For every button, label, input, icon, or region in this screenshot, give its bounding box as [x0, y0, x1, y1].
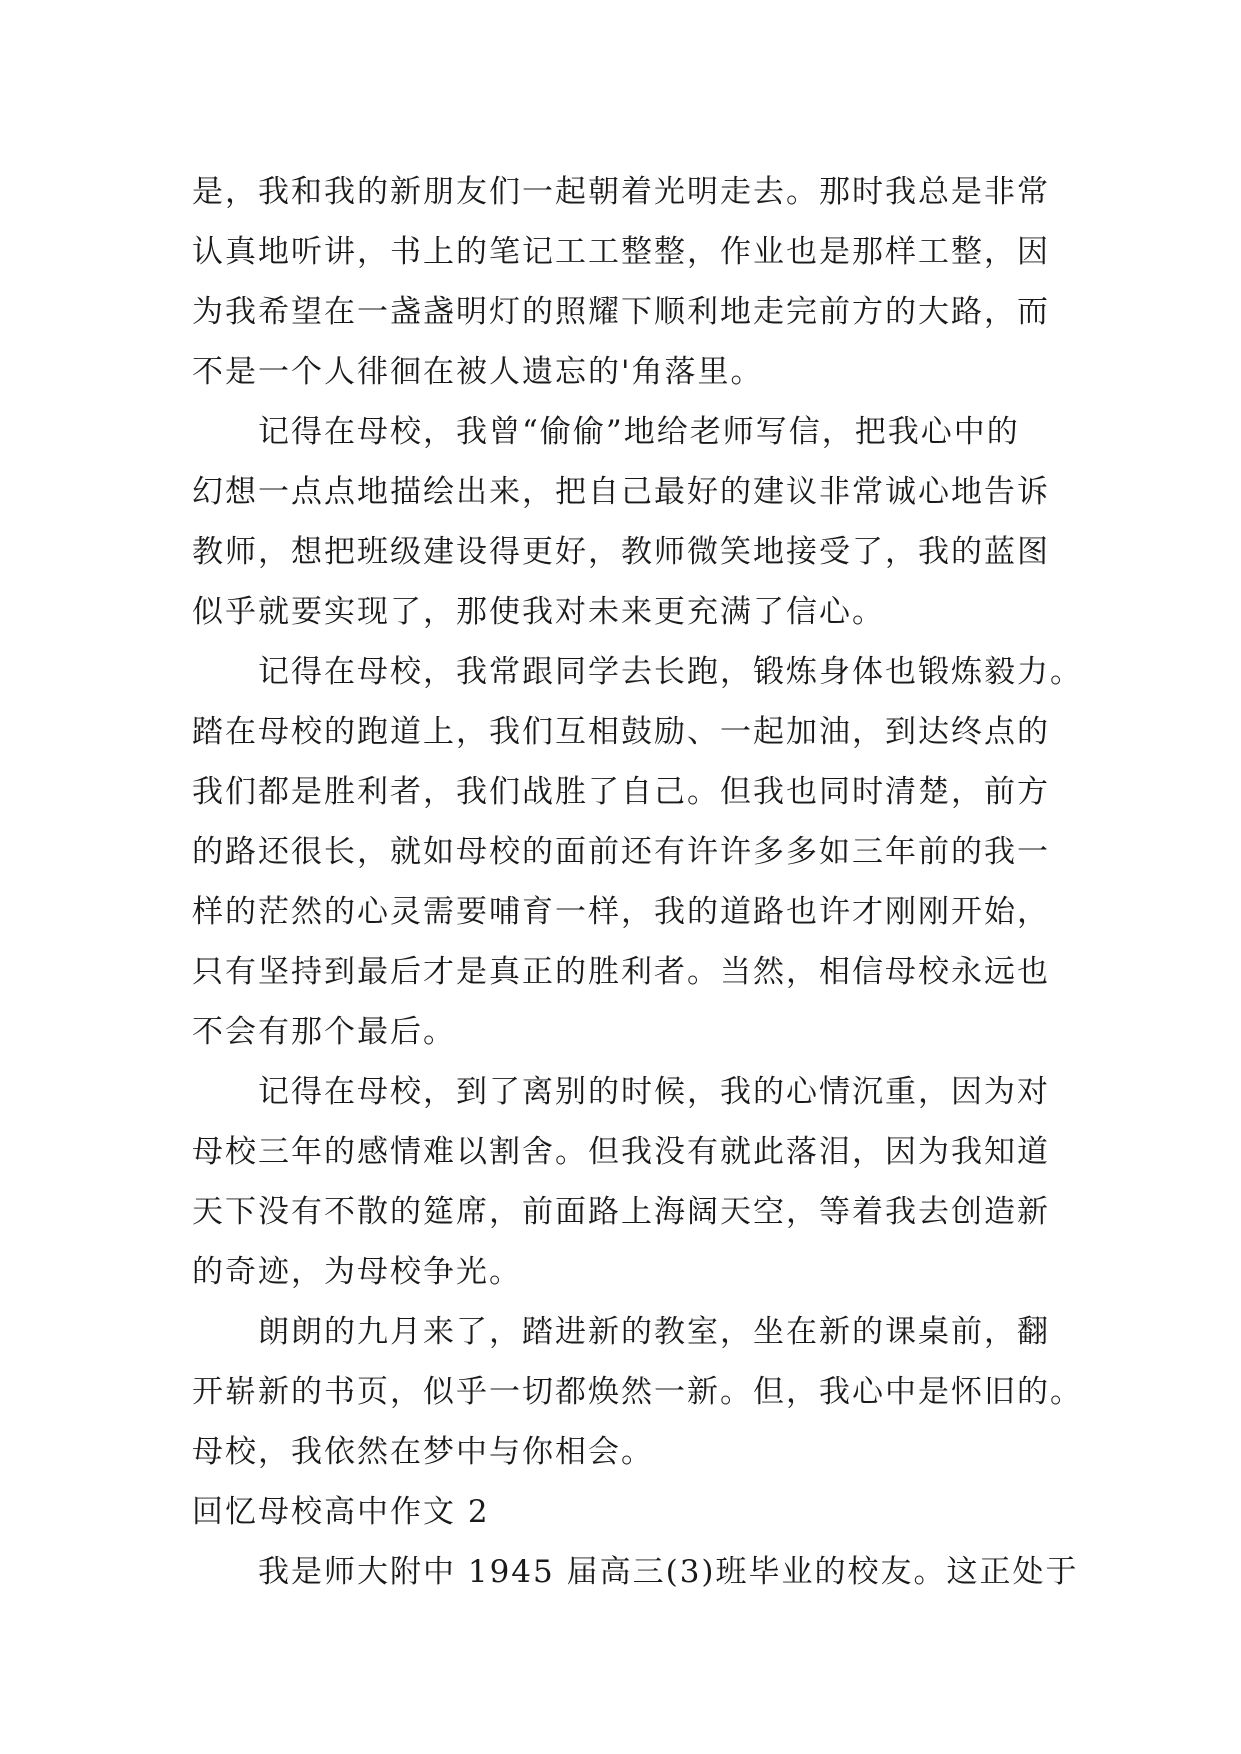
paragraph: [192, 162, 1062, 402]
text-line: 朗朗的九月来了，踏进新的教室，坐在新的课桌前，翻: [258, 1314, 1050, 1350]
text-line: 我们都是胜利者，我们战胜了自己。但我也同时清楚，前方: [192, 774, 1050, 810]
text-line: 教师，想把班级建设得更好，教师微笑地接受了，我的蓝图: [192, 534, 1050, 570]
section-heading: 回忆母校高中作文 2: [192, 1494, 490, 1530]
text-line: 踏在母校的跑道上，我们互相鼓励、一起加油，到达终点的: [192, 714, 1050, 750]
text-line: 是，我和我的新朋友们一起朝着光明走去。那时我总是非常: [192, 174, 1050, 210]
text-line: 记得在母校，到了离别的时候，我的心情沉重，因为对: [258, 1074, 1050, 1110]
paragraph: [192, 1542, 1079, 1602]
text-line: 幻想一点点地描绘出来，把自己最好的建议非常诚心地告诉: [192, 474, 1050, 510]
text-line: 我是师大附中 1945 届高三(3)班毕业的校友。这正处于: [258, 1554, 1079, 1590]
text-line: 为我希望在一盏盏明灯的照耀下顺利地走完前方的大路，而: [192, 294, 1050, 330]
text-line: 母校，我依然在梦中与你相会。: [192, 1434, 654, 1470]
text-line: 母校三年的感情难以割舍。但我没有就此落泪，因为我知道: [192, 1134, 1050, 1170]
paragraph: [192, 1302, 1083, 1482]
text-line: 认真地听讲，书上的笔记工工整整，作业也是那样工整，因: [192, 234, 1050, 270]
text-line: 样的茫然的心灵需要哺育一样，我的道路也许才刚刚开始，: [192, 894, 1050, 930]
text-line: 似乎就要实现了，那使我对未来更充满了信心。: [192, 594, 885, 630]
text-line: 开崭新的书页，似乎一切都焕然一新。但，我心中是怀旧的。: [192, 1374, 1083, 1410]
paragraph: [192, 642, 1083, 1062]
text-line: 的路还很长，就如母校的面前还有许许多多如三年前的我一: [192, 834, 1050, 870]
paragraph: [192, 402, 1062, 642]
text-line: 不是一个人徘徊在被人遗忘的'角落里。: [192, 354, 764, 390]
document-body: [192, 162, 1083, 1602]
text-line: 的奇迹，为母校争光。: [192, 1254, 522, 1290]
paragraph: [192, 1062, 1062, 1302]
text-line: 记得在母校，我常跟同学去长跑，锻炼身体也锻炼毅力。: [258, 654, 1083, 690]
text-line: 记得在母校，我曾“偷偷”地给老师写信，把我心中的: [258, 414, 1020, 450]
text-line: 不会有那个最后。: [192, 1014, 456, 1050]
text-line: 只有坚持到最后才是真正的胜利者。当然，相信母校永远也: [192, 954, 1050, 990]
text-line: 天下没有不散的筵席，前面路上海阔天空，等着我去创造新: [192, 1194, 1050, 1230]
